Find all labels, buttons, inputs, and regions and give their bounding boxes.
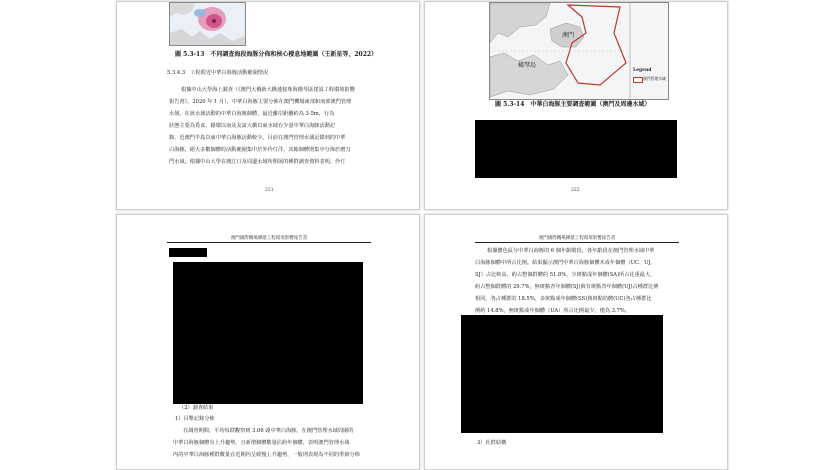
page-224 bbox=[424, 214, 728, 470]
page-number: 222 bbox=[571, 188, 580, 193]
paragraph-line: 例約 14.8%，無斑點成年個體（UA）所占比例最少，僅為 3.7%。 bbox=[475, 308, 631, 314]
legend-swatch bbox=[633, 77, 643, 83]
redacted-heading bbox=[169, 248, 207, 257]
sub-heading: 1）目擊記錄分佈 bbox=[175, 416, 215, 422]
running-header: 澳門國際機場擴建工程環境影響報告書 bbox=[230, 236, 308, 241]
paragraph-line: 中華白海豚個體有上升趨勢，且新增個體數量佔約年個體，表明澳門管理水域 bbox=[173, 440, 350, 446]
figure-caption: 圖 5.3-14 中華白海豚主要調查範圍（澳門及周邊水域） bbox=[495, 101, 651, 108]
dolphin-distribution-map bbox=[169, 2, 246, 46]
paragraph-line: 根據體色區分中華白海豚的 6 個年齡階段，各年齡段在澳門管理水域中華 bbox=[487, 248, 655, 254]
header-rule bbox=[167, 242, 371, 243]
legend-title: Legend bbox=[633, 68, 652, 73]
legend-item: 澳門管理水域 bbox=[643, 76, 666, 81]
survey-area-map bbox=[489, 2, 669, 100]
figure-caption: 圖 5.3-13 不同調查海段海豚分佈和核心棲息地範圍（王新星等，2022） bbox=[175, 51, 378, 58]
header-rule bbox=[475, 242, 679, 243]
map-label-hengqin: 橫琴島 bbox=[518, 62, 537, 69]
redacted-figure bbox=[461, 315, 663, 433]
redacted-figure bbox=[173, 262, 363, 404]
page-number: 221 bbox=[265, 188, 274, 193]
map-graphic bbox=[490, 3, 668, 99]
paragraph-line: 錄，近澳門半島以東中華白海豚活動較少。目前在澳門管理水域記錄到的中華 bbox=[169, 135, 346, 141]
paragraph-line: 水域，在該水域活動的中華白海豚個體，最近離岸距離約為 3-5m，行為 bbox=[169, 111, 335, 117]
paragraph-line: 白海豚，絕大多數個體的活動範圍集中於外伶仃洋，其餘個體則集中分佈於磨刀 bbox=[169, 147, 351, 153]
map-graphic bbox=[170, 3, 245, 45]
paragraph-line: 白海豚個體中所占比例。結果顯示澳門中華白海豚個體未成年個體（UC、UJ、 bbox=[475, 260, 656, 266]
results-heading: （2）調查結果 bbox=[179, 405, 214, 411]
paragraph-line: 在調查期間，平均每群觀察到 3.06 頭中華白海豚，在澳門管理水域周圍的 bbox=[183, 428, 354, 434]
redacted-block bbox=[475, 120, 677, 178]
paragraph-line: 門水域。根據中山大學在澳江口及周邊水域所開展的種群調查資料表明，伶仃 bbox=[169, 159, 346, 165]
paragraph-line: 約占整個群體的 29.7%，無斑點青年個體(SJ)與有斑點青年個體(UJ)占種群比例 bbox=[475, 284, 659, 290]
paragraph-line: 內的中華白海豚種群數量在近期內呈緩慢上升趨勢，一般則表現為不同的季節分佈 bbox=[173, 452, 360, 458]
section-heading: 5.3.4.3 工程附近中華白海豚活動範圍情況 bbox=[167, 70, 269, 76]
paragraph-line: SJ）占比較高，約占整個群體的 51.8%，少斑點成年個體(SA)所占比重最大， bbox=[475, 272, 656, 278]
paragraph-line: 狀態主要為覓食，路環以南及友誼大橋以東水域有少量中華白海豚活動記 bbox=[169, 123, 336, 129]
paragraph-line: 報告書》，2020 年 1 月），中華白海豚主要分佈在澳門機場東部和南部澳門管理 bbox=[169, 99, 352, 105]
page-223 bbox=[116, 214, 420, 470]
map-label-macau: 澳門 bbox=[562, 32, 575, 39]
paragraph-line: 相同，各占種群的 18.5%，多斑點成年個體(SS)與斑點幼體(UC)各占種群比 bbox=[475, 296, 652, 302]
running-header: 澳門國際機場擴建工程環境影響報告書 bbox=[538, 236, 616, 241]
page-222 bbox=[424, 1, 728, 210]
paragraph-line: 根據中山大學海上調查（《澳門大橋新大橋連接珠海橫琴區建設工程環境影響 bbox=[181, 87, 355, 93]
page-221 bbox=[116, 1, 420, 210]
sub-heading: 3）社群結構 bbox=[477, 440, 507, 446]
